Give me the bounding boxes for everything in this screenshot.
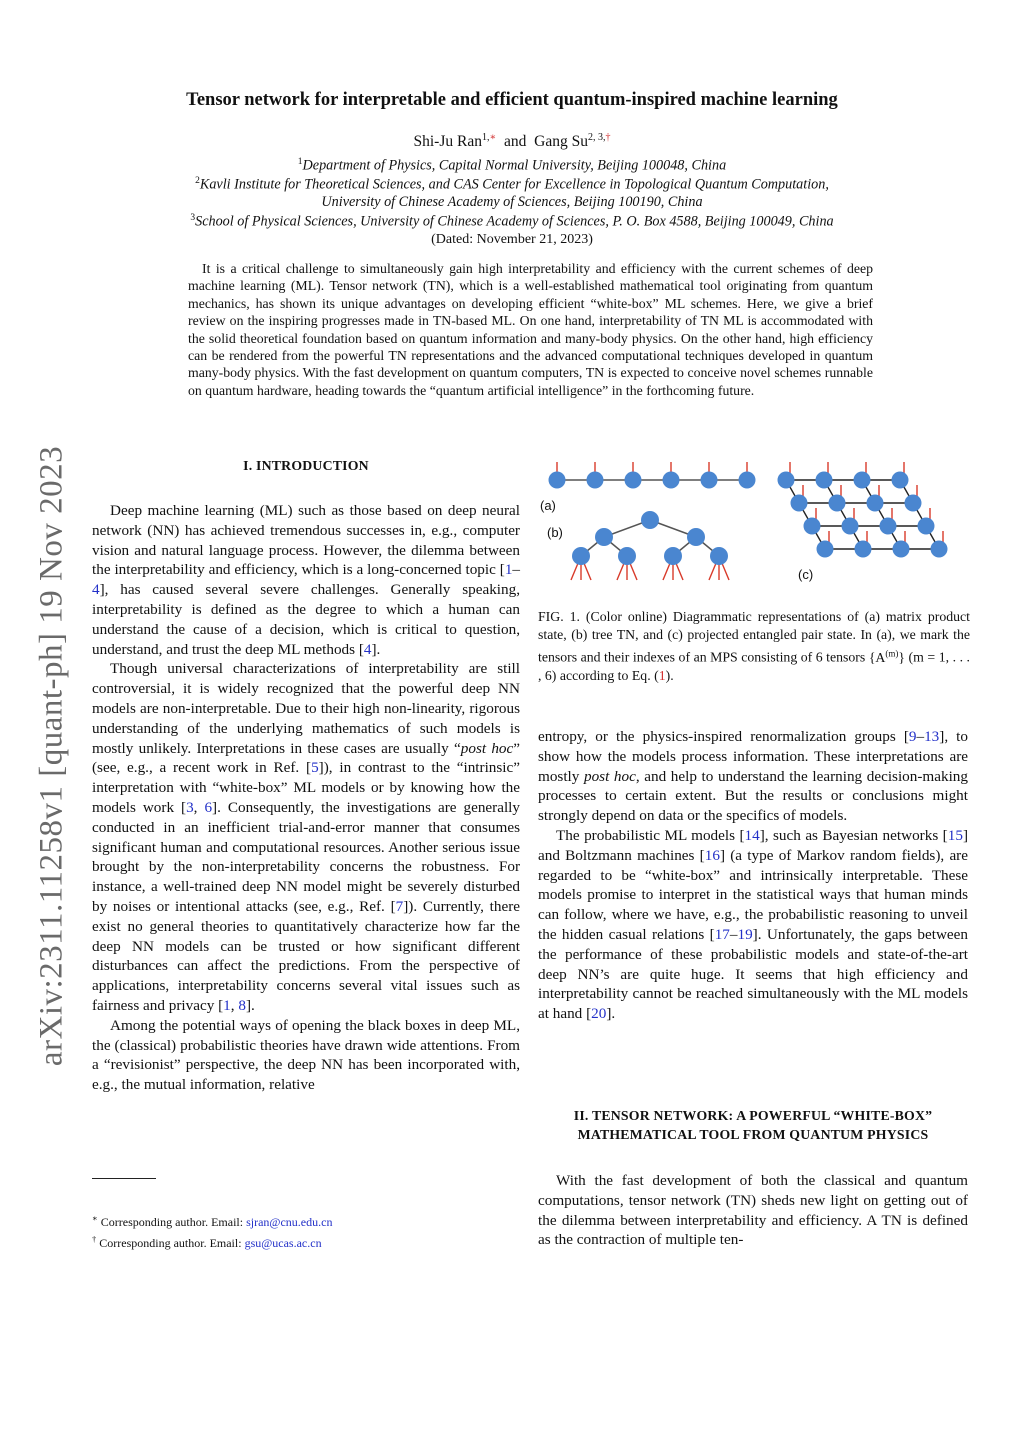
figure-1-caption: FIG. 1. (Color online) Diagrammatic representations of (a) matrix product state, (b) tree TN, and (c) projected entangled pair state. In (a), we mark the tensors and their indexes of an MPS consisting of 6 tensors $\{A^{(m)}\} (m = 1$, . . . , 6) according to Eq. (1). (538, 609, 970, 684)
figure-label-a: (a) (540, 498, 556, 513)
tree-tn-diagram (571, 511, 729, 580)
peps-tensor (880, 518, 897, 535)
paragraph: With the fast development of both the classical and quantum computations, tensor network (TN) sheds new light on getting out of the dilemma between interpretability and efficiency. A TN is defined as the contraction of multiple ten- (538, 1172, 968, 1249)
citation-link[interactable]: 19 (737, 925, 753, 943)
tree-tensor (710, 547, 728, 565)
peps-tensor (804, 518, 821, 535)
peps-tensor (931, 541, 948, 558)
paper-title: Tensor network for interpretable and efficient quantum-inspired machine learning (186, 90, 838, 110)
citation-link[interactable]: 14 (744, 826, 760, 844)
dated-line: (Dated: November 21, 2023) (431, 232, 593, 247)
citation-link[interactable]: 7 (395, 897, 404, 915)
peps-tensor (842, 518, 859, 535)
paragraph: Deep machine learning (ML) such as those based on deep neural network (NN) has achieved tremendous successes in, e.g., computer vision and natural language process. However, the dilemma between the interpretability and efficiency, which is a long-concerned topic [1–4], has caused several severe challenges. Generally speaking, interpretability is defined as the degree to which a human can understand the cause of a decision, which is critical to question, understand, and trust the deep ML methods [4]. (92, 502, 520, 658)
mps-tensor (663, 472, 680, 489)
peps-diagram (778, 462, 948, 558)
affiliation: $^1$Department of Physics, Capital Normal University, Beijing 100048, China (297, 157, 727, 174)
peps-tensor (893, 541, 910, 558)
citation-link[interactable]: 1 (504, 561, 513, 579)
footnote: † Corresponding author. Email: gsu@ucas.ac.cn (92, 1233, 322, 1250)
author-affil-sup: 1, (481, 132, 490, 143)
mps-tensor (701, 472, 718, 489)
mps-tensor (739, 472, 756, 489)
intro-body (92, 501, 520, 1095)
section2-body (538, 1171, 968, 1250)
citation-link[interactable]: 13 (924, 728, 940, 745)
peps-tensor (855, 541, 872, 558)
tree-tensor (618, 547, 636, 565)
tree-tensor (687, 528, 705, 546)
footnote-rule (92, 1178, 156, 1179)
author-line (0, 132, 1024, 151)
citation-link[interactable]: 4 (363, 640, 372, 658)
peps-tensor (854, 472, 871, 489)
author-name: Shi-Ju Ran (413, 133, 482, 151)
citation-link[interactable]: 16 (704, 846, 720, 864)
section-heading-tensor-network: II. TENSOR NETWORK: A POWERFUL “WHITE-BOX” MATHEMATICAL TOOL FROM QUANTUM PHYSICS (573, 1108, 933, 1142)
peps-tensor (817, 541, 834, 558)
author-name: Gang Su (534, 133, 588, 151)
tree-tensor (664, 547, 682, 565)
abstract: It is a critical challenge to simultaneously gain high interpretability and efficiency with the current schemes of deep machine learning (ML). Tensor network (TN), which is a well-established mathematical tool originating from quantum mechanics, has shown its unique advantages on developing efficient “white-box” ML schemes. Here, we give a brief review on the inspiring progresses made in TN-based ML. On one hand, interpretability of TN ML is accommodated with the solid theoretical foundation based on quantum information and many-body physics. On the other hand, high efficiency can be rendered from the powerful TN representations and the advanced computational techniques developed in quantum many-body physics. With the fast development on quantum computers, TN is expected to conceive novel schemes runnable on quantum hardware, heading towards the “quantum artificial intelligence” in the forthcoming future. (188, 261, 873, 398)
mps-tensor (549, 472, 566, 489)
footnote-mark[interactable]: ∗ (489, 132, 497, 143)
footnote-mark[interactable]: † (605, 132, 611, 143)
author-affil-sup: 2, 3, (587, 132, 606, 143)
citation-link[interactable]: 8 (238, 996, 246, 1014)
footnotes (92, 1210, 532, 1251)
arxiv-identifier: arXiv:2311.11258v1 [quant-ph] 19 Nov 2023 (33, 445, 70, 1067)
citation-link[interactable]: 15 (947, 826, 963, 844)
figure-label-b: (b) (547, 525, 563, 540)
peps-tensor (918, 518, 935, 535)
paragraph: Though universal characterizations of interpretability are still controversial, it is widely recognized that the powerful deep NN models are non-interpretable. Due to their high non-linearity, rigorous understanding of the underlying mathematics of such models is mostly unlikely. Interpretations in these cases are usually “post hoc” (see, e.g., a recent work in Ref. [5]), in contrast to the “intrinsic” interpretation with “white-box” ML models or by knowing how the models work [3, 6]. Consequently, the investigations are generally conducted in an inefficient trial-and-error manner that consumes significant human and computational resources. Another serious issue brought by the non-interpretability concerns the robustness. For instance, a well-trained deep NN model might be severely disturbed by noises or intentional attacks (see, e.g., Ref. [7]). Currently, there exist no general theories to quantitatively characterize how far the deep NN models can be trusted or how significant different disturbances can affect the predictions. From the perspective of applications, interpretability concerns several vital issues such as fairness and privacy [1, 8]. (92, 660, 521, 1014)
citation-link[interactable]: 3 (186, 798, 194, 816)
affiliation: $^2$Kavli Institute for Theoretical Sciences, and CAS Center for Excellence in Topological Quantum Computation, (195, 176, 829, 193)
peps-tensor (791, 495, 808, 512)
tree-tensor (641, 511, 659, 529)
tree-tensor (572, 547, 590, 565)
equation-link[interactable]: 1 (658, 668, 666, 684)
peps-tensor (867, 495, 884, 512)
section-heading-introduction: I. INTRODUCTION (243, 458, 369, 473)
citation-link[interactable]: 5 (311, 759, 319, 777)
tree-tensor (595, 528, 613, 546)
paragraph: Among the potential ways of opening the black boxes in deep ML, the (classical) probabilistic theories have drawn wide attentions. From a “revisionist” perspective, the deep NN has been incorporated with, e.g., the mutual information, relative (92, 1016, 520, 1094)
affiliation: $^3$School of Physical Sciences, University of Chinese Academy of Sciences, P. O. Box 4588, Beijing 100049, China (190, 213, 834, 230)
citation-link[interactable]: 20 (591, 1005, 607, 1023)
col2-body (538, 727, 968, 1024)
peps-tensor (905, 495, 922, 512)
figure-label-c: (c) (798, 567, 814, 582)
paragraph: The probabilistic ML models [14], such as Bayesian networks [15] and Boltzmann machines [16] (a type of Markov random fields), are regarded to be “white-box” and intrinsically interpretable. These models promise to interpret in the statistical ways that human minds can follow, where we have, e.g., the probabilistic reasoning to unveil the hidden casual relations [17–19]. Unfortunately, the gaps between the performance of these probabilistic models and state-of-the-art deep NN’s are quite huge. It seems that high efficiency and interpretability cannot be reached simultaneously with the ML models at hand [20]. (538, 826, 968, 1023)
citation-link[interactable]: 9 (908, 728, 917, 745)
mps-tensor (625, 472, 642, 489)
citation-link[interactable]: 17 (714, 925, 730, 943)
peps-tensor (816, 472, 833, 489)
email-link[interactable]: gsu@ucas.ac.cn (244, 1235, 322, 1250)
mps-diagram (549, 462, 756, 489)
peps-tensor (892, 472, 909, 489)
author-joiner: and (504, 133, 527, 151)
affiliation: University of Chinese Academy of Sciences, Beijing 100190, China (321, 194, 703, 210)
peps-tensor (829, 495, 846, 512)
citation-link[interactable]: 4 (92, 581, 100, 599)
paragraph: entropy, or the physics-inspired renormalization groups [9–13], to show how the models process information. These interpretations are mostly post hoc, and help to understand the learning decision-making processes to certain extent. But the results or conclusions might strongly depend on data or the specifics of models. (538, 728, 968, 825)
footnote: ∗ Corresponding author. Email: sjran@cnu.edu.cn (92, 1213, 333, 1229)
mps-tensor (587, 472, 604, 489)
caption-math: $\{A^{(m)}\}$ (868, 648, 906, 665)
citation-link[interactable]: 1 (223, 996, 231, 1014)
email-link[interactable]: sjran@cnu.edu.cn (246, 1215, 333, 1229)
citation-link[interactable]: 6 (204, 798, 213, 816)
figure-1-diagram (538, 452, 970, 590)
peps-tensor (778, 472, 795, 489)
